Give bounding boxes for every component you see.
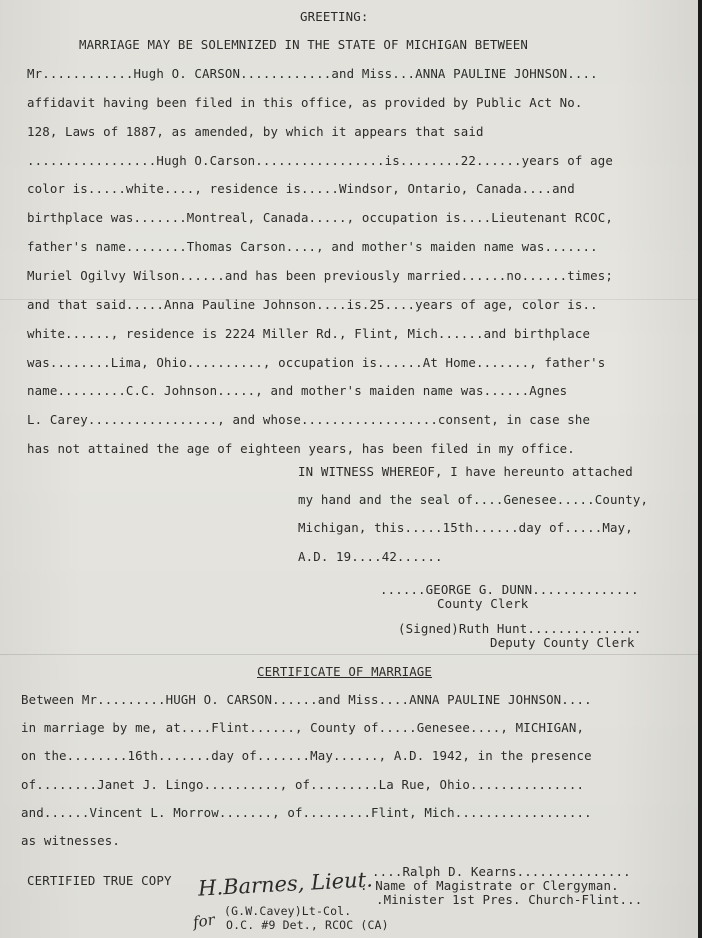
text-line: L. Carey................., and whose..................consent, in case she [27, 412, 591, 428]
text-line: Between Mr.........HUGH O. CARSON......and Miss....ANNA PAULINE JOHNSON.... [21, 692, 592, 707]
signer-unit: O.C. #9 Det., RCOC (CA) [226, 918, 389, 932]
certificate-heading: CERTIFICATE OF MARRIAGE [257, 664, 433, 679]
clerk-title: County Clerk [437, 596, 529, 611]
text-line: Michigan, this.....15th......day of.....May, [298, 520, 633, 536]
magistrate-role: .Minister 1st Pres. Church-Flint... [376, 892, 643, 907]
text-line: affidavit having been filed in this office, as provided by Public Act No. [27, 94, 583, 110]
text-line: of........Janet J. Lingo.........., of.........La Rue, Ohio............... [21, 776, 585, 792]
text-line: my hand and the seal of....Genesee.....County, [298, 492, 649, 508]
deputy-name: (Signed)Ruth Hunt............... [398, 621, 642, 636]
text-line: IN WITNESS WHEREOF, I have hereunto attached [298, 464, 633, 479]
text-line: and......Vincent L. Morrow......., of.........Flint, Mich.................. [21, 804, 592, 820]
text-line: A.D. 19....42...... [298, 548, 443, 564]
text-line: .................Hugh O.Carson.................is........22......years of age [27, 152, 613, 168]
text-line: was........Lima, Ohio.........., occupation is......At Home......., father's [27, 354, 606, 370]
text-line: on the........16th.......day of.......May......, A.D. 1942, in the presence [21, 748, 592, 764]
text-line: Muriel Ogilvy Wilson......and has been previously married......no......times; [27, 267, 613, 283]
text-line: has not attained the age of eighteen years, has been filed in my office. [27, 441, 575, 457]
handwritten-signature: H.Barnes, Lieut. [197, 867, 374, 901]
text-line: father's name........Thomas Carson...., and mother's maiden name was....... [27, 239, 598, 255]
text-line: color is.....white...., residence is.....Windsor, Ontario, Canada....and [27, 181, 575, 197]
signer-name: (G.W.Cavey)Lt-Col. [224, 904, 352, 918]
fold-crease [0, 654, 698, 655]
greeting: GREETING: [300, 9, 369, 24]
text-line: white......, residence is 2224 Miller Rd., Flint, Mich......and birthplace [27, 325, 591, 341]
text-line: birthplace was.......Montreal, Canada....., occupation is....Lieutenant RCOC, [27, 210, 613, 226]
signer-prefix: for [191, 910, 216, 932]
text-line: name.........C.C. Johnson....., and mother's maiden name was......Agnes [27, 383, 568, 399]
text-line: as witnesses. [21, 833, 120, 848]
text-line: Mr............Hugh O. CARSON............and Miss...ANNA PAULINE JOHNSON.... [27, 66, 598, 81]
certified-true-copy: CERTIFIED TRUE COPY [27, 873, 172, 888]
magistrate-name: ....Ralph D. Kearns............... [372, 864, 631, 879]
clerk-name: ......GEORGE G. DUNN.............. [380, 582, 639, 597]
deputy-title: Deputy County Clerk [490, 635, 635, 650]
text-line: in marriage by me, at....Flint......, County of.....Genesee...., MICHIGAN, [21, 720, 585, 736]
intro-line: MARRIAGE MAY BE SOLEMNIZED IN THE STATE OF MICHIGAN BETWEEN [79, 37, 528, 52]
text-line: and that said.....Anna Pauline Johnson....is.25....years of age, color is.. [27, 296, 598, 312]
magistrate-title: . Name of Magistrate or Clergyman. [360, 878, 619, 893]
text-line: 128, Laws of 1887, as amended, by which it appears that said [27, 123, 484, 139]
